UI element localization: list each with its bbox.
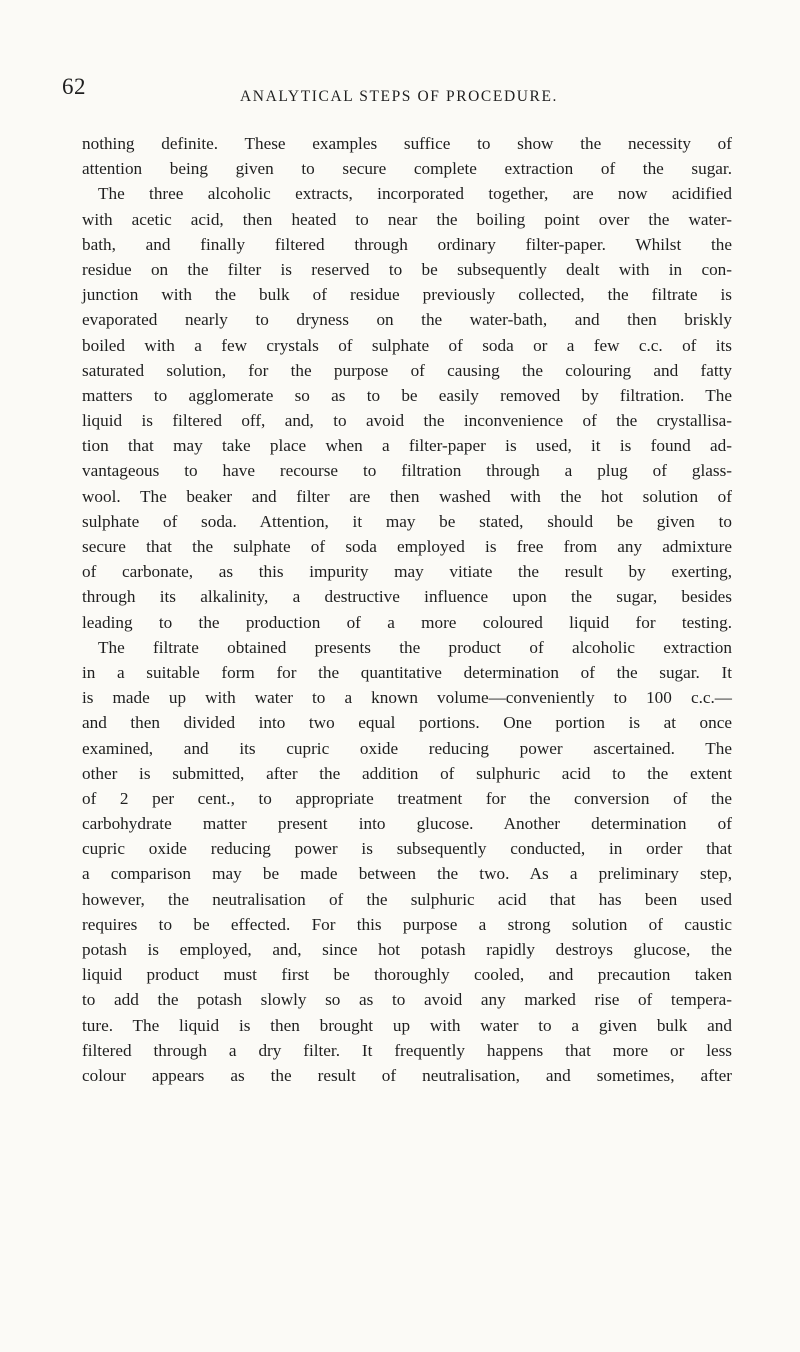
- text-line: however, the neutralisation of the sulphuric acid that has been used: [82, 889, 732, 909]
- text-line: wool. The beaker and filter are then washed with the hot solution of: [82, 486, 732, 506]
- text-line: leading to the production of a more coloured liquid for testing.: [82, 612, 732, 632]
- text-line: liquid product must first be thoroughly cooled, and precaution taken: [82, 965, 732, 985]
- text-line: The filtrate obtained presents the product of alcoholic extraction: [98, 637, 732, 657]
- text-line: residue on the filter is reserved to be subsequently dealt with in con-: [82, 259, 732, 279]
- text-line: in a suitable form for the quantitative determination of the sugar. It: [82, 662, 732, 682]
- text-line: attention being given to secure complete extraction of the sugar.: [82, 159, 732, 179]
- text-line: secure that the sulphate of soda employed is free from any admixture: [82, 537, 732, 556]
- text-line: tion that may take place when a filter-paper is used, it is found ad-: [82, 436, 732, 456]
- text-line: boiled with a few crystals of sulphate of soda or a few c.c. of its: [82, 335, 732, 355]
- text-line: evaporated nearly to dryness on the water-bath, and then briskly: [82, 310, 732, 330]
- text-line: and then divided into two equal portions. One portion is at once: [82, 713, 732, 733]
- body-text: [82, 131, 732, 1088]
- running-head: ANALYTICAL STEPS OF PROCEDURE.: [240, 88, 559, 105]
- text-line: to add the potash slowly so as to avoid any marked rise of tempera-: [82, 990, 732, 1010]
- text-line: with acetic acid, then heated to near the boiling point over the water-: [82, 209, 732, 229]
- text-line: saturated solution, for the purpose of causing the colouring and fatty: [82, 360, 732, 380]
- text-line: colour appears as the result of neutralisation, and sometimes, after: [82, 1065, 732, 1085]
- text-line: sulphate of soda. Attention, it may be stated, should be given to: [82, 511, 732, 531]
- text-line: matters to agglomerate so as to be easily removed by filtration. The: [82, 385, 732, 405]
- page-number: 62: [62, 74, 86, 99]
- text-line: requires to be effected. For this purpose a strong solution of caustic: [82, 914, 732, 934]
- text-line: of 2 per cent., to appropriate treatment for the conversion of the: [82, 788, 732, 808]
- text-line: is made up with water to a known volume—conveniently to 100 c.c.—: [82, 688, 732, 708]
- text-line: nothing definite. These examples suffice to show the necessity of: [82, 134, 732, 153]
- text-line: a comparison may be made between the two. As a preliminary step,: [82, 864, 732, 884]
- text-line: The three alcoholic extracts, incorporated together, are now acidified: [98, 184, 732, 204]
- text-line: potash is employed, and, since hot potash rapidly destroys glucose, the: [82, 940, 732, 959]
- text-line: other is submitted, after the addition of sulphuric acid to the extent: [82, 763, 732, 783]
- text-line: cupric oxide reducing power is subsequently conducted, in order that: [82, 839, 732, 859]
- text-line: filtered through a dry filter. It frequently happens that more or less: [82, 1040, 732, 1060]
- text-line: vantageous to have recourse to filtration through a plug of glass-: [82, 461, 732, 481]
- text-line: through its alkalinity, a destructive influence upon the sugar, besides: [82, 587, 732, 607]
- text-line: bath, and finally filtered through ordinary filter-paper. Whilst the: [82, 234, 732, 254]
- text-line: examined, and its cupric oxide reducing power ascertained. The: [82, 738, 732, 758]
- text-line: of carbonate, as this impurity may vitiate the result by exerting,: [82, 562, 732, 582]
- text-line: carbohydrate matter present into glucose. Another determination of: [82, 814, 732, 834]
- text-line: junction with the bulk of residue previously collected, the filtrate is: [82, 285, 732, 305]
- text-line: ture. The liquid is then brought up with water to a given bulk and: [82, 1015, 732, 1035]
- text-line: liquid is filtered off, and, to avoid the inconvenience of the crystallisa-: [82, 411, 732, 431]
